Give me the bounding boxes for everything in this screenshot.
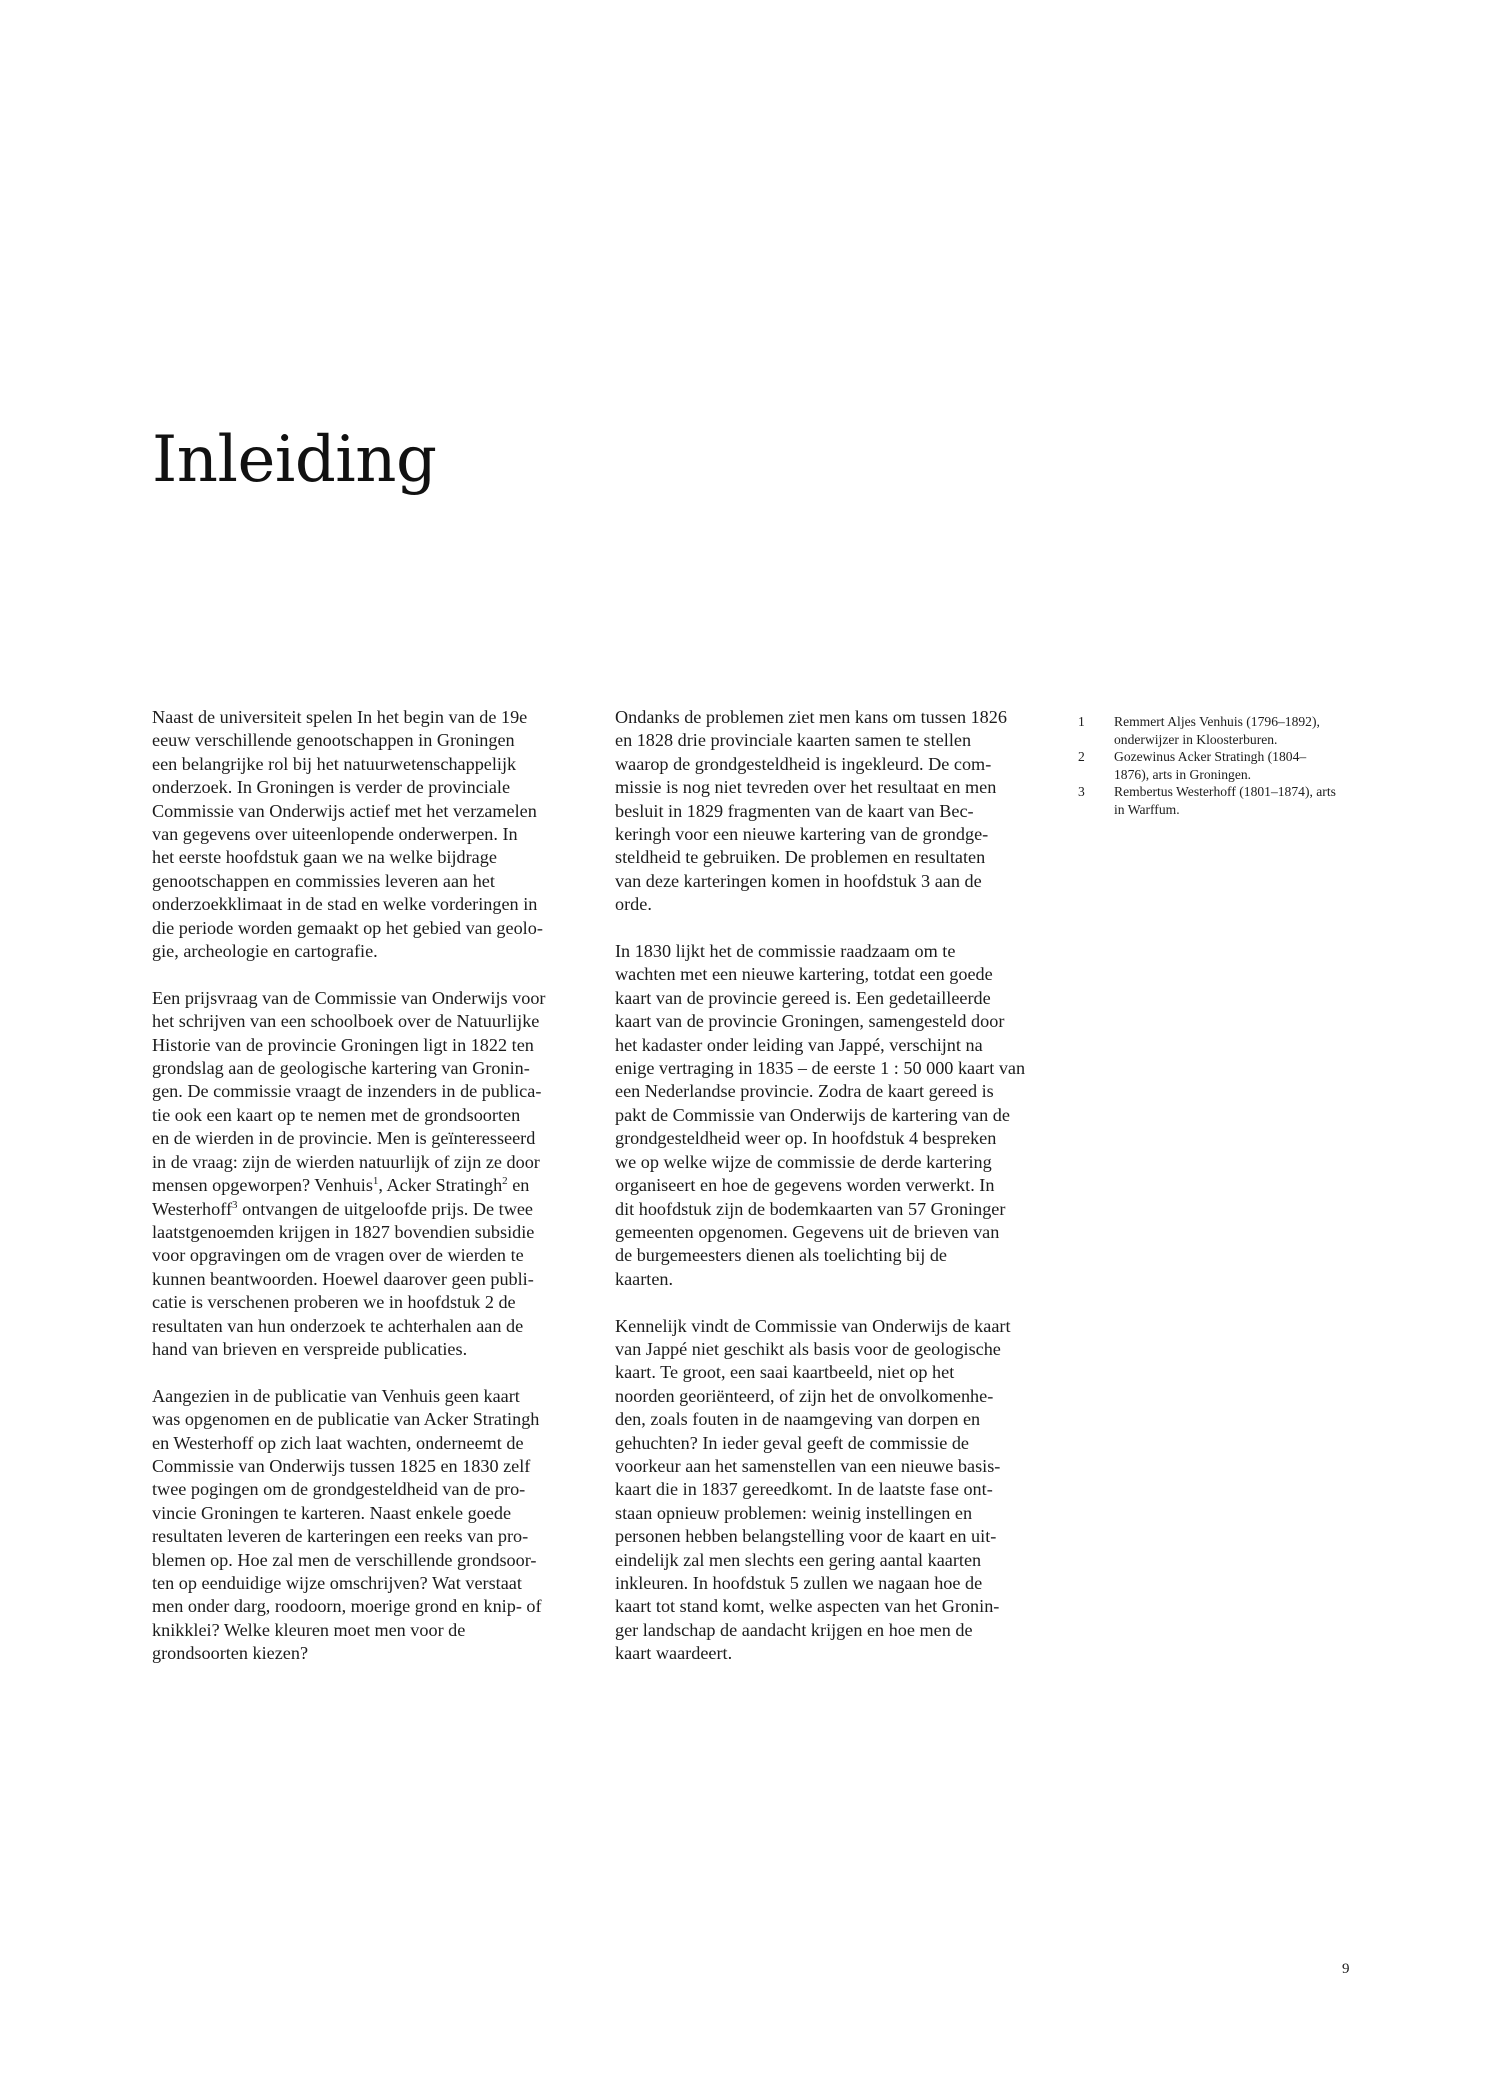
footnote-1 bbox=[1078, 713, 1358, 748]
paragraph-prijsvraag-part-b: , Acker Stratingh bbox=[378, 1175, 503, 1196]
footnote-ref-2: 2 bbox=[502, 1175, 508, 1188]
footnote-2 bbox=[1078, 748, 1358, 783]
paragraph-kadasterkaart: In 1830 lijkt het de commissie raadzaam om te wachten met een nieuwe kartering, totdat een goede kaart van de provincie gereed is. Een gedetailleerde kaart van de provincie Groningen, samengesteld door het kadaster onder leiding van Jappé, verschijnt na enige vertraging in 1835 – de eerste 1 : 50 000 kaart van een Nederlandse provincie. Zodra de kaart gereed is pakt de Commissie van Onderwijs de kartering van de grondgesteldheid weer op. In hoofdstuk 4 bespreken we op welke wijze de commissie de derde kartering organiseert en hoe de gegevens worden verwerkt. In dit hoofdstuk zijn de bodemkaarten van 57 Groninger gemeenten opgenomen. Gegevens uit de brieven van de burgemeesters dienen als toelichting bij de kaarten. bbox=[615, 941, 1026, 1289]
footnote-text: Gozewinus Acker Stratingh (1804– 1876), arts in Groningen. bbox=[1114, 749, 1307, 782]
footnote-ref-1: 1 bbox=[372, 1175, 379, 1188]
paragraph-prijsvraag-part-c: en Westerhoff bbox=[152, 1175, 530, 1219]
page-title: Inleiding bbox=[152, 423, 437, 497]
footnote-3 bbox=[1078, 783, 1358, 818]
paragraph-genootschappen: Naast de universiteit spelen In het begin van de 19e eeuw verschillende genootschappen in Groningen een belangrijke rol bij het natuurwetenschappelijk onderzoek. In Groningen is verder de provinciale Commissie van Onderwijs actief met het verzamelen van gegevens over uiteenlopende onderwerpen. In het eerste hoofdstuk gaan we na welke bijdrage genootschappen en commissies leveren aan het onderzoekklimaat in de stad en welke vorderingen in die periode worden gemaakt op het gebied van geolo- gie, archeologie en cartografie. bbox=[152, 707, 543, 962]
paragraph-karteringen: Aangezien in de publicatie van Venhuis geen kaart was opgenomen en de publicatie van Acker Stratingh en Westerhoff op zich laat wachten, onderneemt de Commissie van Onderwijs tussen 1825 en 1830 zelf twee pogingen om de grondgesteldheid van de pro- vincie Groningen te karteren. Naast enkele goede resultaten leveren de karteringen een reeks van pro- blemen op. Hoe zal men de verschillende grondsoor- ten op eenduidige wijze omschrijven? Wat verstaat men onder darg, roodoorn, moerige grond en knip- of knikklei? Welke kleuren moet men voor de grondsoorten kiezen? bbox=[152, 1385, 542, 1664]
paragraph-provinciale-kaarten: Ondanks de problemen ziet men kans om tussen 1826 en 1828 drie provinciale kaarten samen te stellen waarop de grondgesteldheid is ingekleurd. De com- missie is nog niet tevreden over het resultaat en men besluit in 1829 fragmenten van de kaart van Bec- keringh voor een nieuwe kartering van de grondge- steldheid te gebruiken. De problemen en resultaten van deze karteringen komen in hoofdstuk 3 aan de orde. bbox=[615, 707, 1007, 915]
footnote-ref-3: 3 bbox=[232, 1198, 238, 1211]
footnote-text: Remmert Aljes Venhuis (1796–1892), onderwijzer in Kloosterburen. bbox=[1114, 714, 1320, 747]
page-number: 9 bbox=[1342, 1961, 1350, 1977]
left-text-column bbox=[152, 706, 582, 1689]
paragraph-prijsvraag-part-a: Een prijsvraag van de Commissie van Onderwijs voor het schrijven van een schoolboek over de Natuurlijke Historie van de provincie Groningen ligt in 1822 ten grondslag aan de geologische kartering van Gronin- gen. De commissie vraagt de inzenders in de publica- tie ook een kaart op te nemen met de grondsoorten en de wierden in de provincie. Men is geïnteresseerd in de vraag: zijn de wierden natuurlijk of zijn ze door mensen opgeworpen? Venhuis bbox=[152, 987, 546, 1196]
paragraph-prijsvraag-part-d: ontvangen de uitgeloofde prijs. De twee laatstgenoemden krijgen in 1827 bovendien subsidie voor opgravingen om de vragen over de wierden te kunnen beantwoorden. Hoewel daarover geen publi- catie is verschenen proberen we in hoofdstuk 2 de resultaten van hun onderzoek te achterhalen aan de hand van brieven en verspreide publicaties. bbox=[152, 1198, 535, 1359]
footnote-number: 2 bbox=[1078, 749, 1085, 765]
paragraph-basiskaart: Kennelijk vindt de Commissie van Onderwijs de kaart van Jappé niet geschikt als basis voor de geologische kaart. Te groot, een saai kaartbeeld, niet op het noorden georiënteerd, of zijn het de onvolkomenhe- den, zoals fouten in de naamgeving van dorpen en gehuchten? In ieder geval geeft de commissie de voorkeur aan het samenstellen van een nieuwe basis- kaart die in 1837 gereedkomt. In de laatste fase ont- staan opnieuw problemen: weinig instellingen en personen hebben belangstelling voor de kaart en uit- eindelijk zal men slechts een gering aantal kaarten inkleuren. In hoofdstuk 5 zullen we nagaan hoe de kaart tot stand komt, welke aspecten van het Gronin- ger landschap de aandacht krijgen en hoe men de kaart waardeert. bbox=[615, 1315, 1011, 1664]
paragraph-prijsvraag bbox=[152, 987, 582, 1362]
footnotes bbox=[1078, 713, 1358, 819]
footnote-number: 3 bbox=[1078, 784, 1085, 800]
middle-text-column bbox=[615, 706, 1045, 1689]
footnote-number: 1 bbox=[1078, 714, 1085, 729]
footnote-text: Rembertus Westerhoff (1801–1874), arts in Warffum. bbox=[1114, 784, 1336, 817]
